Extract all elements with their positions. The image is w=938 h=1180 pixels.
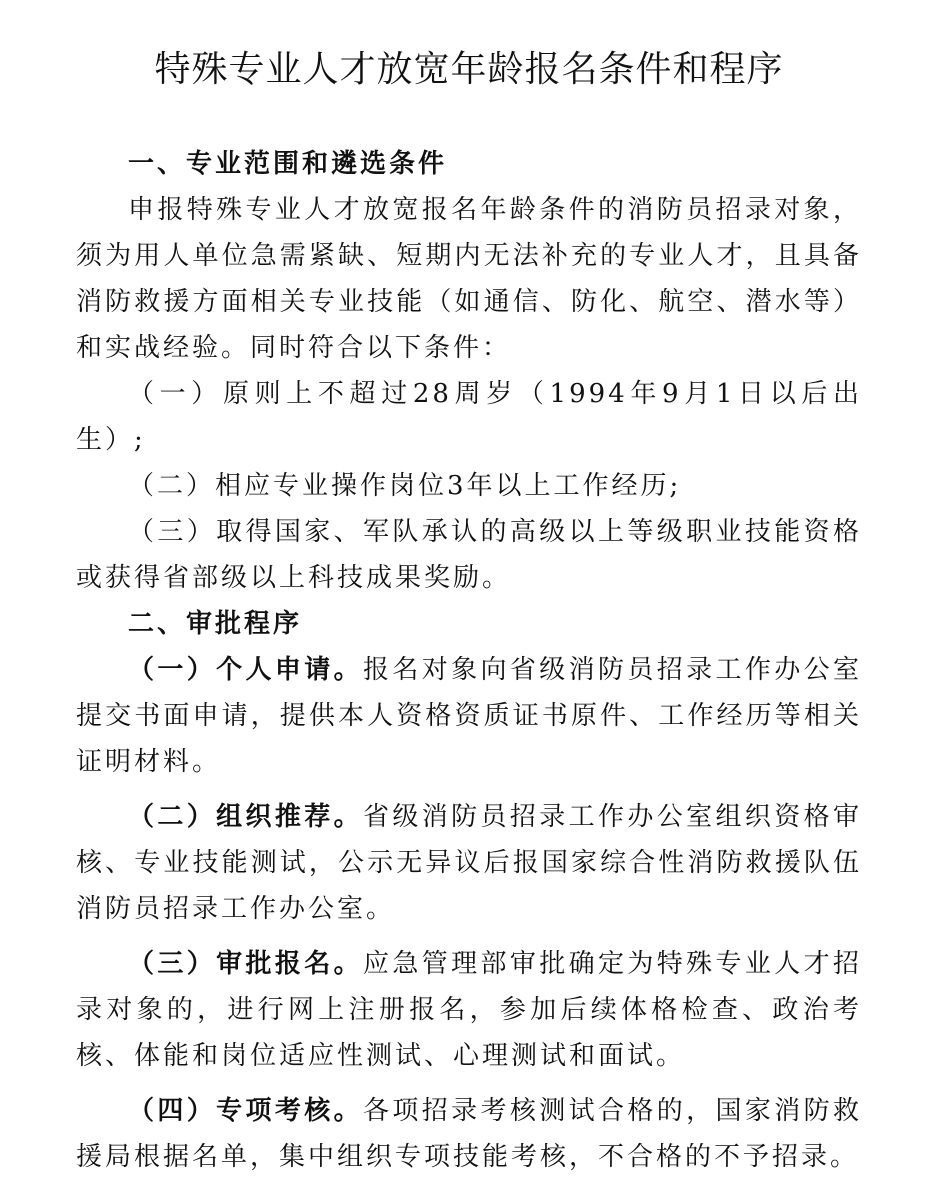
procedure-step-approval — [76, 941, 862, 1079]
procedure-step-assessment — [76, 1088, 862, 1180]
procedure-step-lead: （三）审批报名。 — [128, 949, 363, 979]
procedure-step-application — [76, 647, 862, 785]
section-heading-scope: 一、专业范围和遴选条件 — [128, 149, 448, 179]
procedure-step-recommendation — [76, 794, 862, 932]
document-title: 特殊专业人才放宽年龄报名条件和程序 — [154, 49, 784, 90]
procedure-step-text: 应急管理部审批确定为特殊专业人才招录对象的，进行网上注册报名，参加后续体格检查、政治考核、体能和岗位适应性测试、心理测试和面试。 — [76, 949, 862, 1071]
procedure-step-lead: （二）组织推荐。 — [128, 802, 363, 832]
procedure-step-text: 报名对象向省级消防员招录工作办公室提交书面申请，提供本人资格资质证书原件、工作经历等相关证明材料。 — [76, 655, 862, 777]
procedure-step-lead: （四）专项考核。 — [128, 1096, 363, 1126]
condition-item-age: （一）原则上不超过28周岁（1994年9月1日以后出生）; — [76, 379, 862, 455]
condition-item-qualification: （三）取得国家、军队承认的高级以上等级职业技能资格或获得省部级以上科技成果奖励。 — [76, 517, 862, 593]
procedure-step-text: 省级消防员招录工作办公室组织资格审核、专业技能测试，公示无异议后报国家综合性消防救援队伍消防员招录工作办公室。 — [76, 802, 862, 924]
section-heading-procedure: 二、审批程序 — [128, 609, 303, 639]
procedure-step-text: 各项招录考核测试合格的，国家消防救援局根据名单，集中组织专项技能考核，不合格的不予招录。 — [76, 1096, 862, 1172]
condition-item-experience: （二）相应专业操作岗位3年以上工作经历; — [128, 471, 682, 501]
document-body — [76, 141, 862, 1180]
procedure-step-lead: （一）个人申请。 — [128, 655, 363, 685]
section-intro-paragraph: 申报特殊专业人才放宽报名年龄条件的消防员招录对象，须为用人单位急需紧缺、短期内无法补充的专业人才，且具备消防救援方面相关专业技能（如通信、防化、航空、潜水等）和实战经验。同时符合以下条件： — [76, 195, 862, 363]
